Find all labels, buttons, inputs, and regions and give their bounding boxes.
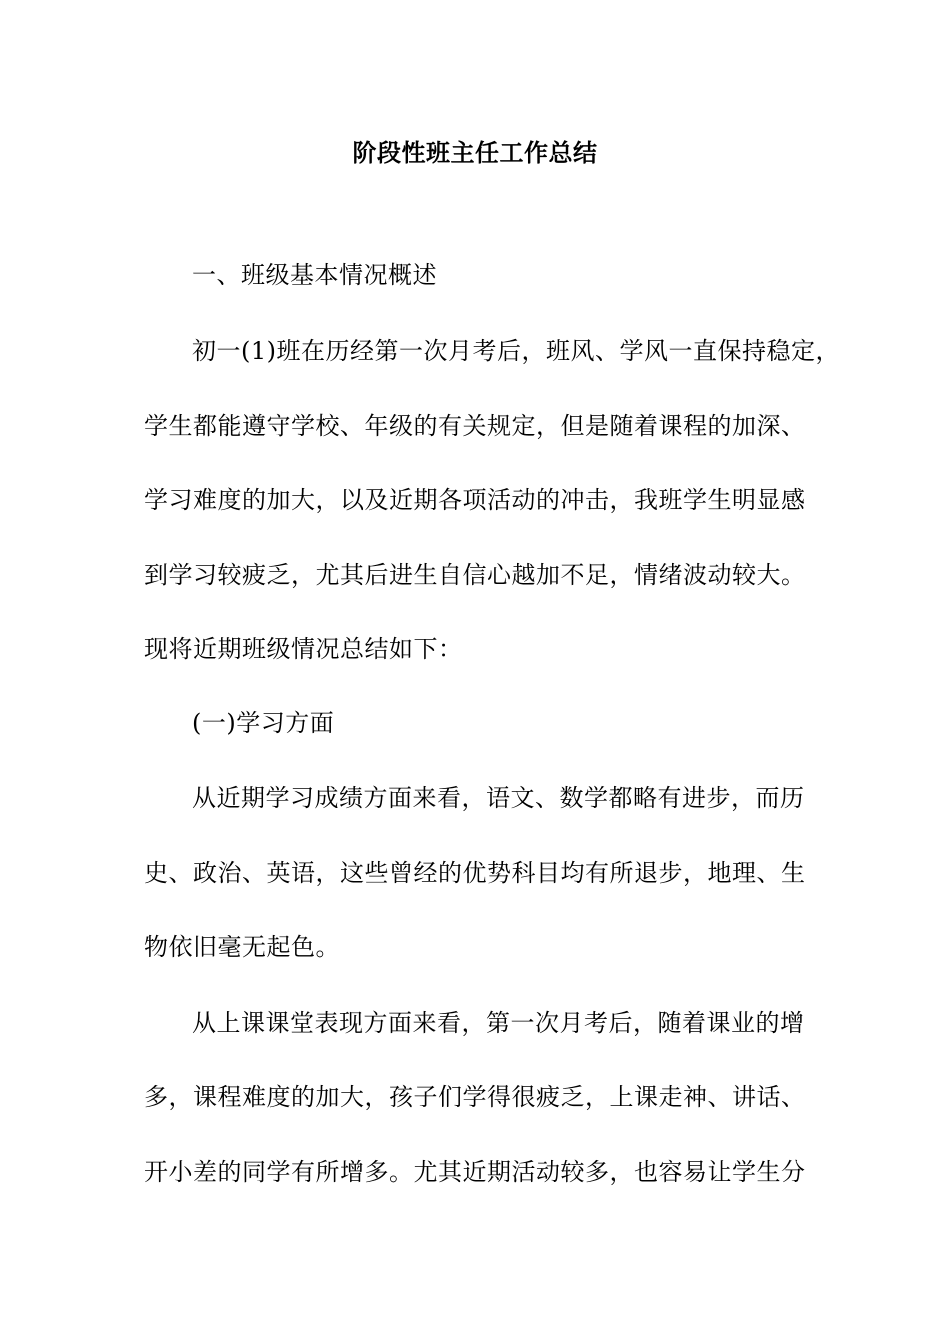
- paragraph-line: 物依旧毫无起色。: [144, 933, 340, 961]
- paragraph-line: 初一(1)班在历经第一次月考后，班风、学风一直保持稳定，: [192, 337, 840, 365]
- paragraph-line: 开小差的同学有所增多。尤其近期活动较多，也容易让学生分: [144, 1158, 806, 1186]
- document-title: 阶段性班主任工作总结: [352, 139, 598, 167]
- paragraph-line: 从上课课堂表现方面来看，第一次月考后，随着课业的增: [192, 1009, 805, 1037]
- paragraph-line: 学习难度的加大，以及近期各项活动的冲击，我班学生明显感: [144, 486, 806, 514]
- subsection-heading: (一)学习方面: [192, 709, 335, 737]
- paragraph-line: 现将近期班级情况总结如下：: [144, 635, 463, 663]
- paragraph-line: 学生都能遵守学校、年级的有关规定，但是随着课程的加深、: [144, 412, 806, 440]
- paragraph-line: 史、政治、英语，这些曾经的优势科目均有所退步，地理、生: [144, 859, 806, 887]
- paragraph-line: 从近期学习成绩方面来看，语文、数学都略有进步，而历: [192, 784, 805, 812]
- section-heading: 一、班级基本情况概述: [192, 261, 437, 289]
- paragraph-line: 多，课程难度的加大，孩子们学得很疲乏，上课走神、讲话、: [144, 1083, 806, 1111]
- paragraph-line: 到学习较疲乏，尤其后进生自信心越加不足，情绪波动较大。: [144, 561, 806, 589]
